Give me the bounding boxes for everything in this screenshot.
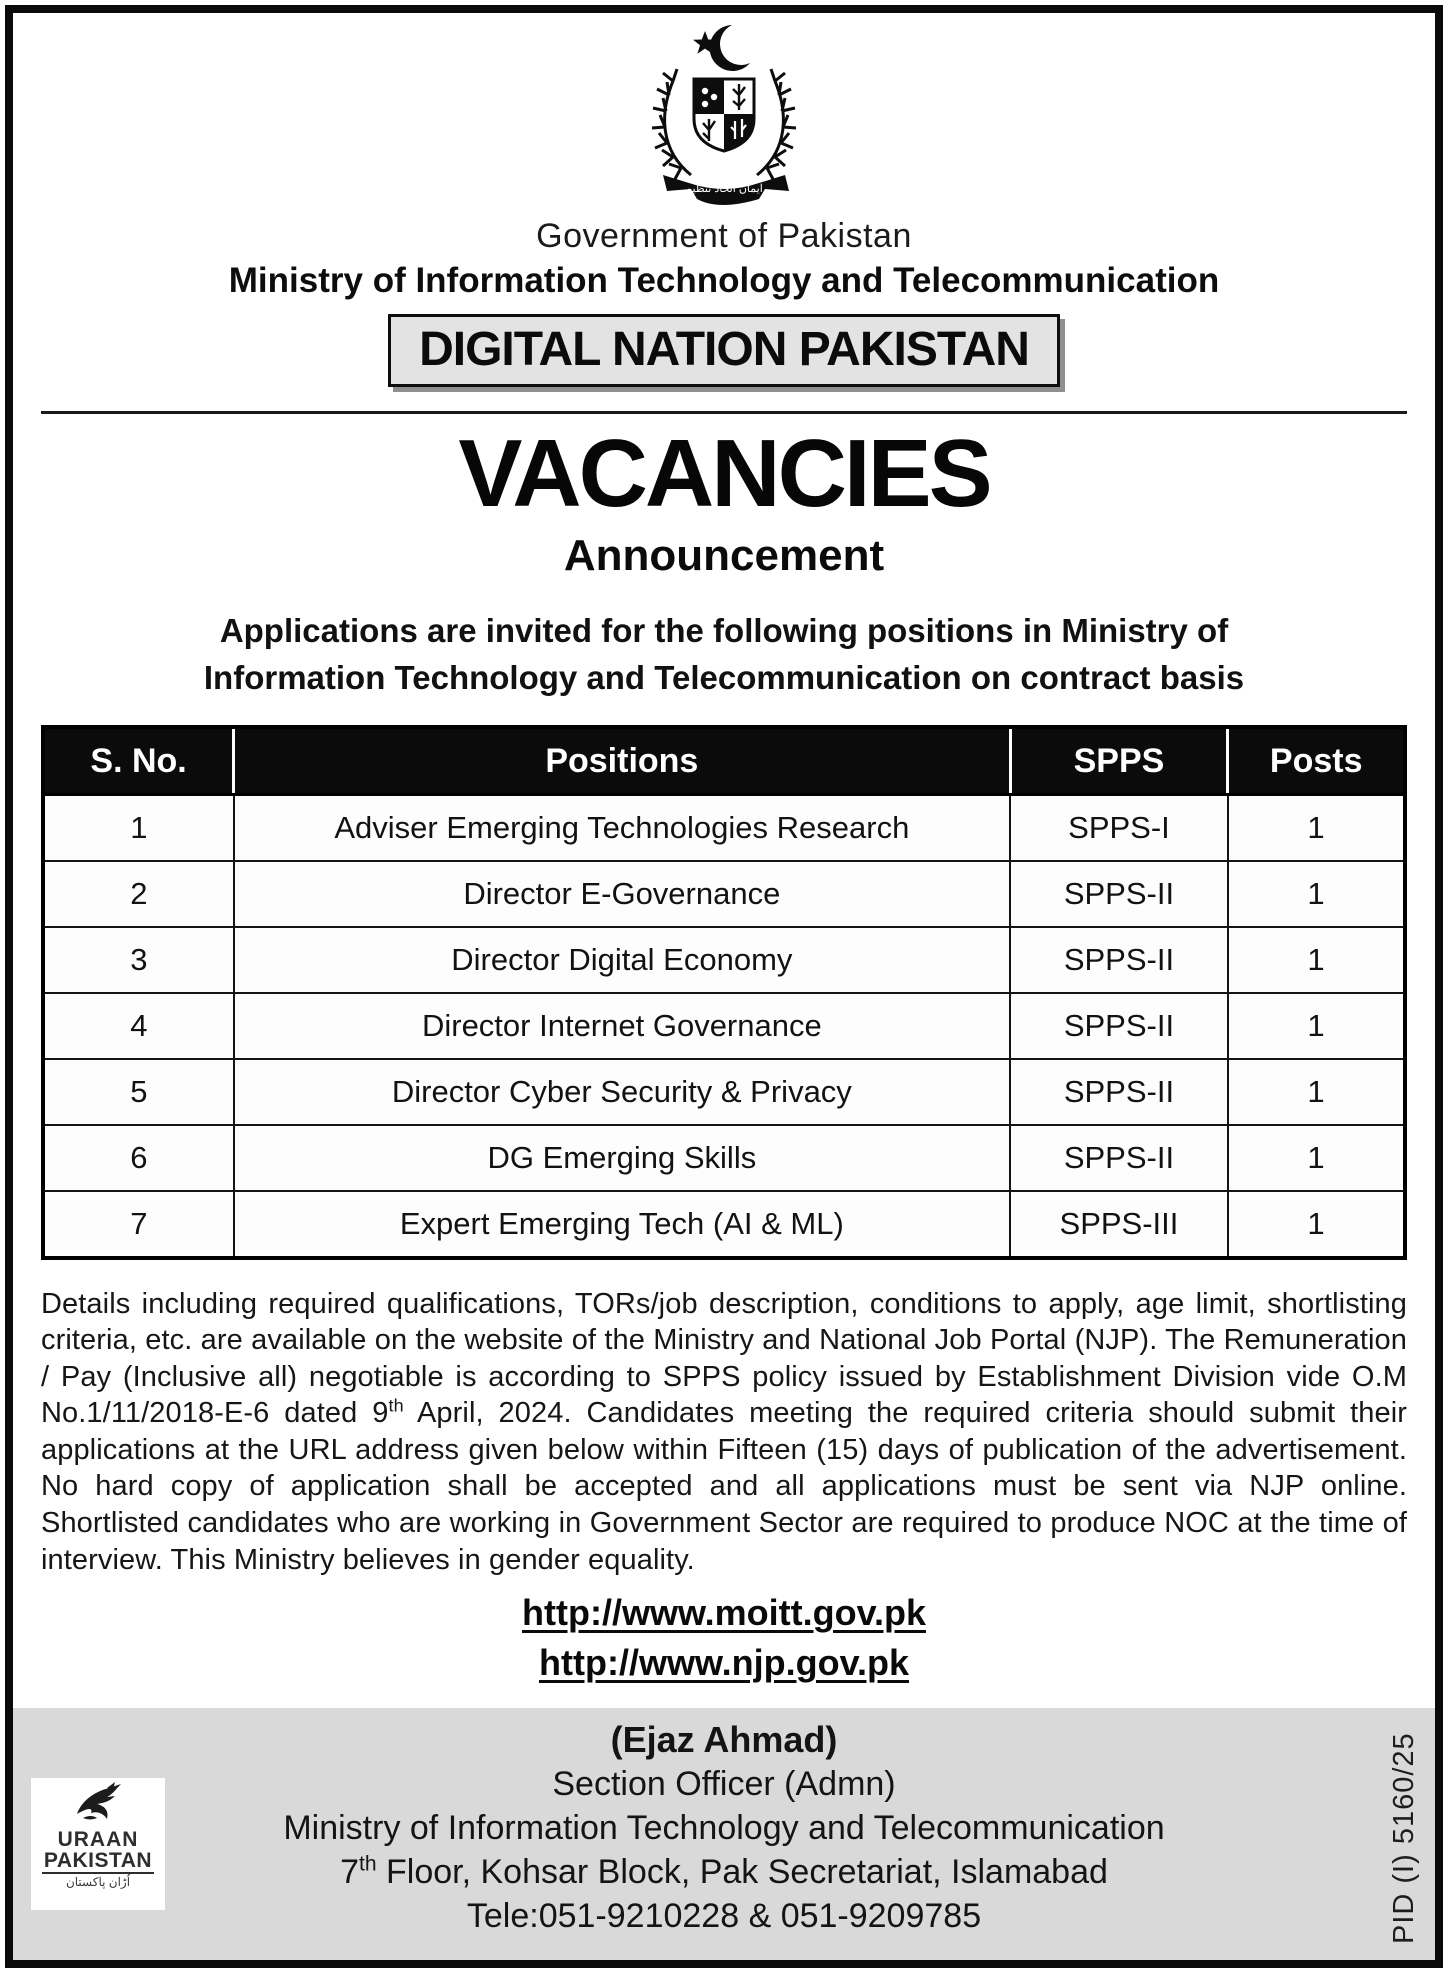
ministry-line: Ministry of Information Technology and Telecommunication bbox=[228, 260, 1220, 300]
cell-sno: 5 bbox=[43, 1059, 234, 1125]
footer-block bbox=[13, 1708, 1435, 1960]
table-row bbox=[43, 1125, 1405, 1191]
cell-sno: 6 bbox=[43, 1125, 234, 1191]
positions-table bbox=[41, 725, 1407, 1260]
cell-spps: SPPS-II bbox=[1010, 1125, 1228, 1191]
cell-posts: 1 bbox=[1228, 794, 1405, 861]
uraan-urdu-tagline: اُڑان پاکستان bbox=[65, 1875, 131, 1889]
table-header-row bbox=[43, 727, 1405, 795]
cell-position: Director Internet Governance bbox=[234, 993, 1010, 1059]
cell-position: DG Emerging Skills bbox=[234, 1125, 1010, 1191]
uraan-logo-line2: PAKISTAN bbox=[43, 1849, 153, 1872]
wreath-right bbox=[757, 69, 796, 179]
address-rest: Floor, Kohsar Block, Pak Secretariat, Islamabad bbox=[376, 1853, 1108, 1891]
uraan-pakistan-logo bbox=[31, 1778, 165, 1910]
table-row bbox=[43, 794, 1405, 861]
cell-sno: 7 bbox=[43, 1191, 234, 1258]
cell-spps: SPPS-I bbox=[1010, 794, 1228, 861]
cell-posts: 1 bbox=[1228, 927, 1405, 993]
moitt-url-text[interactable]: http://www.moitt.gov.pk bbox=[522, 1592, 926, 1634]
signatory-designation: Section Officer (Admn) bbox=[552, 1765, 896, 1803]
signatory-name: (Ejaz Ahmad) bbox=[610, 1719, 838, 1760]
address-number: 7 bbox=[340, 1853, 359, 1891]
cell-sno: 1 bbox=[43, 794, 234, 861]
intro-line-1: Applications are invited for the following positions in Ministry of bbox=[219, 612, 1229, 650]
program-badge-wrap bbox=[13, 314, 1435, 387]
table-row bbox=[43, 927, 1405, 993]
details-text-1: Details including required qualifications, TORs/job description, conditions to apply, age limit, shortlisting criteria, etc. are available on the website of the Ministry and National Job Portal (NJP). The Remuneration / Pay (Inclusive all) negotiable is according to SPPS policy issued by Establishment Division vide O.M No.1/11/2018-E-6 dated 9 bbox=[41, 1287, 1407, 1430]
header-divider bbox=[41, 411, 1407, 414]
cell-spps: SPPS-II bbox=[1010, 1059, 1228, 1125]
intro-line-2: Information Technology and Telecommunication on contract basis bbox=[203, 658, 1245, 696]
cell-posts: 1 bbox=[1228, 993, 1405, 1059]
header-spps: SPPS bbox=[1010, 727, 1228, 795]
wreath-left bbox=[652, 69, 691, 179]
table-row bbox=[43, 1059, 1405, 1125]
table-row bbox=[43, 861, 1405, 927]
falcon-icon bbox=[63, 1780, 133, 1830]
digital-nation-pakistan-badge: DIGITAL NATION PAKISTAN bbox=[388, 314, 1060, 387]
advertisement-frame bbox=[5, 5, 1443, 1968]
cell-posts: 1 bbox=[1228, 861, 1405, 927]
cell-posts: 1 bbox=[1228, 1191, 1405, 1258]
cell-position: Director Digital Economy bbox=[234, 927, 1010, 993]
moitt-url[interactable] bbox=[13, 1592, 1435, 1634]
announcement-subtitle: Announcement bbox=[563, 531, 885, 581]
details-date-superscript: th bbox=[388, 1395, 404, 1416]
cell-spps: SPPS-II bbox=[1010, 861, 1228, 927]
pid-number: PID (I) 5160/25 bbox=[1388, 1732, 1420, 1944]
footer-address-line bbox=[13, 1850, 1435, 1894]
footer-phone-line: Tele:051-9210228 & 051-9209785 bbox=[466, 1897, 982, 1935]
cell-position: Director E-Governance bbox=[234, 861, 1010, 927]
crescent-icon bbox=[710, 25, 750, 71]
address-superscript: th bbox=[358, 1852, 377, 1876]
cell-posts: 1 bbox=[1228, 1059, 1405, 1125]
details-text-2: April, 2024. Candidates meeting the required criteria should submit their applications at the URL address given below within Fifteen (15) days of publication of the advertisement. No hard copy of application shall be accepted and all applications must be sent via NJP online. Shortlisted candidates who are working in Government Sector are required to produce NOC at the time of interview. This Ministry believes in gender equality. bbox=[41, 1397, 1407, 1576]
header-sno: S. No. bbox=[43, 727, 234, 795]
cell-position: Director Cyber Security & Privacy bbox=[234, 1059, 1010, 1125]
cell-posts: 1 bbox=[1228, 1125, 1405, 1191]
header-positions: Positions bbox=[234, 727, 1010, 795]
cell-sno: 3 bbox=[43, 927, 234, 993]
uraan-logo-line1: URAAN bbox=[57, 1828, 139, 1851]
footer-ministry-line: Ministry of Information Technology and Telecommunication bbox=[283, 1809, 1165, 1847]
cell-spps: SPPS-III bbox=[1010, 1191, 1228, 1258]
motto-ribbon bbox=[663, 175, 789, 205]
emblem-motto-text: ایمان اتحاد تنظیم bbox=[685, 183, 763, 195]
cell-spps: SPPS-II bbox=[1010, 927, 1228, 993]
njp-url-text[interactable]: http://www.njp.gov.pk bbox=[539, 1642, 909, 1684]
cell-sno: 4 bbox=[43, 993, 234, 1059]
cell-position: Adviser Emerging Technologies Research bbox=[234, 794, 1010, 861]
table-row bbox=[43, 1191, 1405, 1258]
pakistan-state-emblem-icon bbox=[635, 23, 813, 207]
cell-spps: SPPS-II bbox=[1010, 993, 1228, 1059]
government-line: Government of Pakistan bbox=[536, 217, 912, 255]
cell-sno: 2 bbox=[43, 861, 234, 927]
vacancies-title: VACANCIES bbox=[458, 420, 990, 528]
header-posts: Posts bbox=[1228, 727, 1405, 795]
table-row bbox=[43, 993, 1405, 1059]
details-paragraph bbox=[41, 1286, 1407, 1578]
shield-icon bbox=[694, 79, 754, 151]
intro-paragraph bbox=[13, 608, 1435, 700]
njp-url[interactable] bbox=[13, 1642, 1435, 1684]
cell-position: Expert Emerging Tech (AI & ML) bbox=[234, 1191, 1010, 1258]
signature-block bbox=[13, 1708, 1435, 1938]
